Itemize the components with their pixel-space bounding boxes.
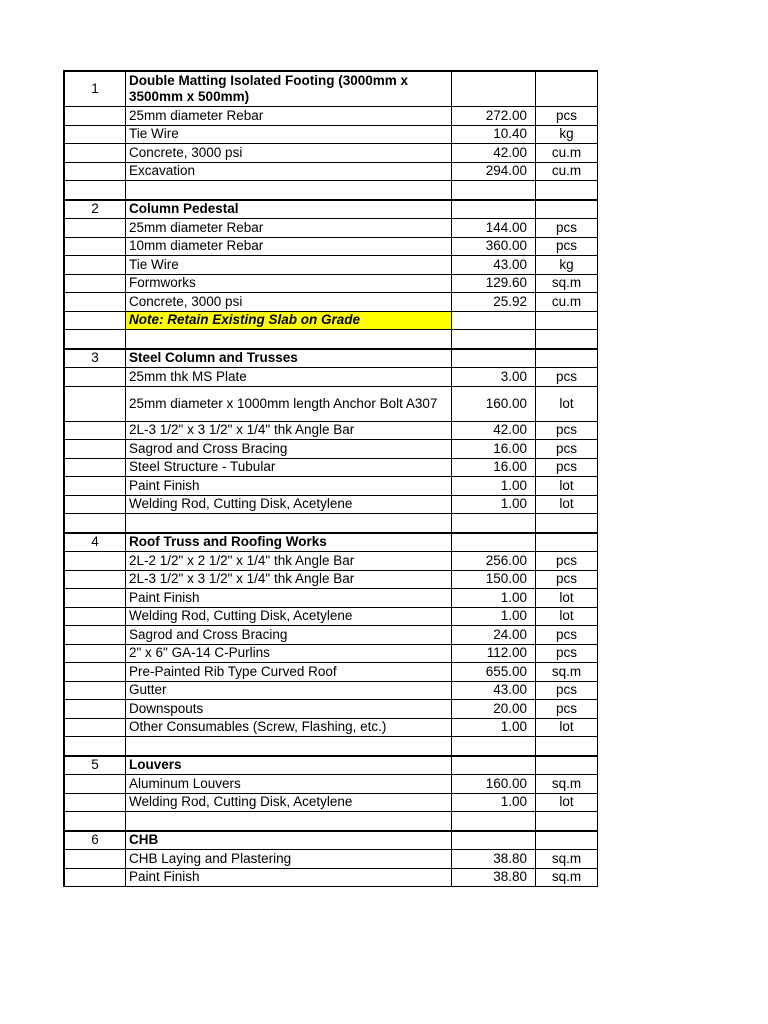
item-quantity: 38.80 <box>452 868 536 887</box>
section-header-row <box>64 831 598 850</box>
item-unit: lot <box>536 589 598 608</box>
item-quantity: 10.40 <box>452 125 536 144</box>
item-number-cell <box>64 293 126 312</box>
item-description: Steel Structure - Tubular <box>126 458 452 477</box>
section-number: 3 <box>64 349 126 368</box>
unit-cell <box>536 831 598 850</box>
item-number-cell <box>64 775 126 794</box>
section-header-row <box>64 533 598 552</box>
quantity-cell <box>452 737 536 756</box>
section-number: 6 <box>64 831 126 850</box>
item-unit <box>536 311 598 330</box>
section-title: CHB <box>126 831 452 850</box>
item-description: 2" x 6" GA-14 C-Purlins <box>126 644 452 663</box>
item-unit: sq.m <box>536 850 598 869</box>
line-item-row <box>64 293 598 312</box>
line-item-row <box>64 125 598 144</box>
item-number-cell <box>64 700 126 719</box>
line-item-row <box>64 386 598 421</box>
item-description: Pre-Painted Rib Type Curved Roof <box>126 663 452 682</box>
unit-cell <box>536 514 598 533</box>
line-item-row <box>64 219 598 238</box>
item-quantity: 38.80 <box>452 850 536 869</box>
item-description: 2L-2 1/2" x 2 1/2" x 1/4" thk Angle Bar <box>126 552 452 571</box>
item-description: CHB Laying and Plastering <box>126 850 452 869</box>
unit-cell <box>536 533 598 552</box>
item-description: 2L-3 1/2" x 3 1/2" x 1/4" thk Angle Bar <box>126 570 452 589</box>
item-unit: pcs <box>536 237 598 256</box>
item-description: Concrete, 3000 psi <box>126 293 452 312</box>
line-item-row <box>64 256 598 275</box>
item-unit: cu.m <box>536 293 598 312</box>
section-title: Roof Truss and Roofing Works <box>126 533 452 552</box>
item-number-cell <box>64 812 126 831</box>
item-quantity: 160.00 <box>452 775 536 794</box>
item-unit: pcs <box>536 626 598 645</box>
item-quantity: 360.00 <box>452 237 536 256</box>
item-unit: pcs <box>536 107 598 126</box>
spacer-row <box>64 737 598 756</box>
section-title: Louvers <box>126 756 452 775</box>
item-unit: pcs <box>536 368 598 387</box>
item-unit: pcs <box>536 440 598 459</box>
item-unit: kg <box>536 125 598 144</box>
item-number-cell <box>64 162 126 181</box>
unit-cell <box>536 330 598 349</box>
section-number: 4 <box>64 533 126 552</box>
quantity-cell <box>452 812 536 831</box>
item-number-cell <box>64 274 126 293</box>
item-quantity: 294.00 <box>452 162 536 181</box>
line-item-row <box>64 368 598 387</box>
item-number-cell <box>64 663 126 682</box>
item-unit: pcs <box>536 552 598 571</box>
description-cell <box>126 812 452 831</box>
section-number: 2 <box>64 200 126 219</box>
line-item-row <box>64 775 598 794</box>
item-quantity: 1.00 <box>452 477 536 496</box>
item-unit: kg <box>536 256 598 275</box>
bill-of-quantities-table <box>63 70 598 887</box>
quantity-cell <box>452 514 536 533</box>
item-description: Welding Rod, Cutting Disk, Acetylene <box>126 607 452 626</box>
line-item-row <box>64 144 598 163</box>
unit-cell <box>536 71 598 107</box>
item-quantity: 160.00 <box>452 386 536 421</box>
item-description: Excavation <box>126 162 452 181</box>
item-unit: pcs <box>536 644 598 663</box>
item-quantity: 655.00 <box>452 663 536 682</box>
line-item-row <box>64 274 598 293</box>
item-description: Paint Finish <box>126 477 452 496</box>
item-quantity: 1.00 <box>452 793 536 812</box>
item-number-cell <box>64 107 126 126</box>
item-quantity: 1.00 <box>452 495 536 514</box>
item-quantity <box>452 311 536 330</box>
line-item-row <box>64 477 598 496</box>
item-number-cell <box>64 144 126 163</box>
line-item-row <box>64 552 598 571</box>
line-item-row <box>64 850 598 869</box>
item-description: Sagrod and Cross Bracing <box>126 440 452 459</box>
quantity-cell <box>452 200 536 219</box>
item-number-cell <box>64 458 126 477</box>
spacer-row <box>64 514 598 533</box>
unit-cell <box>536 812 598 831</box>
line-item-row <box>64 681 598 700</box>
line-item-row <box>64 440 598 459</box>
section-title: Double Matting Isolated Footing (3000mm x 3500mm x 500mm) <box>126 71 452 107</box>
line-item-row <box>64 421 598 440</box>
line-item-row <box>64 793 598 812</box>
unit-cell <box>536 349 598 368</box>
item-quantity: 43.00 <box>452 256 536 275</box>
item-description: Welding Rod, Cutting Disk, Acetylene <box>126 793 452 812</box>
unit-cell <box>536 181 598 200</box>
line-item-row <box>64 458 598 477</box>
section-header-row <box>64 200 598 219</box>
item-description: 25mm diameter x 1000mm length Anchor Bolt A307 <box>126 386 452 421</box>
spacer-row <box>64 812 598 831</box>
item-unit: lot <box>536 386 598 421</box>
item-unit: pcs <box>536 570 598 589</box>
item-quantity: 112.00 <box>452 644 536 663</box>
item-description: 2L-3 1/2" x 3 1/2" x 1/4" thk Angle Bar <box>126 421 452 440</box>
line-item-row <box>64 495 598 514</box>
item-unit: cu.m <box>536 162 598 181</box>
item-unit: cu.m <box>536 144 598 163</box>
quantity-cell <box>452 181 536 200</box>
item-description: Gutter <box>126 681 452 700</box>
item-number-cell <box>64 368 126 387</box>
line-item-row <box>64 162 598 181</box>
quantity-cell <box>452 71 536 107</box>
item-description: Sagrod and Cross Bracing <box>126 626 452 645</box>
item-quantity: 20.00 <box>452 700 536 719</box>
item-number-cell <box>64 477 126 496</box>
item-number-cell <box>64 256 126 275</box>
quantity-cell <box>452 330 536 349</box>
item-number-cell <box>64 440 126 459</box>
item-unit: lot <box>536 477 598 496</box>
line-item-row <box>64 237 598 256</box>
item-quantity: 1.00 <box>452 718 536 737</box>
item-description: Paint Finish <box>126 589 452 608</box>
item-quantity: 129.60 <box>452 274 536 293</box>
item-description: 25mm thk MS Plate <box>126 368 452 387</box>
item-number-cell <box>64 330 126 349</box>
item-number-cell <box>64 718 126 737</box>
item-description: 10mm diameter Rebar <box>126 237 452 256</box>
line-item-row <box>64 589 598 608</box>
item-quantity: 16.00 <box>452 458 536 477</box>
item-description: Concrete, 3000 psi <box>126 144 452 163</box>
item-description: Other Consumables (Screw, Flashing, etc.) <box>126 718 452 737</box>
note-row <box>64 311 598 330</box>
item-unit: sq.m <box>536 274 598 293</box>
item-quantity: 42.00 <box>452 144 536 163</box>
line-item-row <box>64 700 598 719</box>
item-unit: pcs <box>536 219 598 238</box>
quantity-cell <box>452 831 536 850</box>
line-item-row <box>64 868 598 887</box>
item-unit: sq.m <box>536 775 598 794</box>
unit-cell <box>536 756 598 775</box>
item-number-cell <box>64 868 126 887</box>
item-quantity: 24.00 <box>452 626 536 645</box>
section-number: 1 <box>64 71 126 107</box>
item-unit: lot <box>536 793 598 812</box>
section-header-row <box>64 71 598 107</box>
item-quantity: 1.00 <box>452 607 536 626</box>
unit-cell <box>536 737 598 756</box>
item-number-cell <box>64 570 126 589</box>
item-unit: pcs <box>536 421 598 440</box>
section-header-row <box>64 349 598 368</box>
item-unit: pcs <box>536 458 598 477</box>
description-cell <box>126 514 452 533</box>
item-quantity: 43.00 <box>452 681 536 700</box>
item-number-cell <box>64 495 126 514</box>
item-unit: lot <box>536 607 598 626</box>
item-description: 25mm diameter Rebar <box>126 219 452 238</box>
note-text: Note: Retain Existing Slab on Grade <box>126 311 452 330</box>
item-number-cell <box>64 181 126 200</box>
item-unit: lot <box>536 718 598 737</box>
item-description: Tie Wire <box>126 256 452 275</box>
item-number-cell <box>64 421 126 440</box>
section-title: Column Pedestal <box>126 200 452 219</box>
section-title: Steel Column and Trusses <box>126 349 452 368</box>
item-unit: sq.m <box>536 868 598 887</box>
item-description: Formworks <box>126 274 452 293</box>
line-item-row <box>64 718 598 737</box>
item-number-cell <box>64 607 126 626</box>
item-quantity: 1.00 <box>452 589 536 608</box>
item-number-cell <box>64 311 126 330</box>
item-description: Aluminum Louvers <box>126 775 452 794</box>
item-number-cell <box>64 237 126 256</box>
item-description: Paint Finish <box>126 868 452 887</box>
item-quantity: 150.00 <box>452 570 536 589</box>
line-item-row <box>64 570 598 589</box>
description-cell <box>126 330 452 349</box>
spacer-row <box>64 181 598 200</box>
item-number-cell <box>64 626 126 645</box>
item-description: Downspouts <box>126 700 452 719</box>
spacer-row <box>64 330 598 349</box>
item-number-cell <box>64 125 126 144</box>
item-quantity: 256.00 <box>452 552 536 571</box>
item-number-cell <box>64 219 126 238</box>
item-unit: pcs <box>536 700 598 719</box>
section-header-row <box>64 756 598 775</box>
item-description: Tie Wire <box>126 125 452 144</box>
item-number-cell <box>64 681 126 700</box>
item-unit: lot <box>536 495 598 514</box>
item-unit: pcs <box>536 681 598 700</box>
item-quantity: 144.00 <box>452 219 536 238</box>
item-number-cell <box>64 644 126 663</box>
item-quantity: 25.92 <box>452 293 536 312</box>
item-unit: sq.m <box>536 663 598 682</box>
section-number: 5 <box>64 756 126 775</box>
item-description: Welding Rod, Cutting Disk, Acetylene <box>126 495 452 514</box>
item-number-cell <box>64 793 126 812</box>
item-quantity: 42.00 <box>452 421 536 440</box>
item-number-cell <box>64 386 126 421</box>
description-cell <box>126 737 452 756</box>
item-number-cell <box>64 737 126 756</box>
item-number-cell <box>64 552 126 571</box>
line-item-row <box>64 644 598 663</box>
item-quantity: 272.00 <box>452 107 536 126</box>
description-cell <box>126 181 452 200</box>
item-number-cell <box>64 850 126 869</box>
line-item-row <box>64 107 598 126</box>
unit-cell <box>536 200 598 219</box>
quantity-cell <box>452 756 536 775</box>
quantity-cell <box>452 349 536 368</box>
line-item-row <box>64 626 598 645</box>
line-item-row <box>64 607 598 626</box>
item-number-cell <box>64 514 126 533</box>
item-quantity: 3.00 <box>452 368 536 387</box>
item-quantity: 16.00 <box>452 440 536 459</box>
item-number-cell <box>64 589 126 608</box>
quantity-cell <box>452 533 536 552</box>
item-description: 25mm diameter Rebar <box>126 107 452 126</box>
line-item-row <box>64 663 598 682</box>
